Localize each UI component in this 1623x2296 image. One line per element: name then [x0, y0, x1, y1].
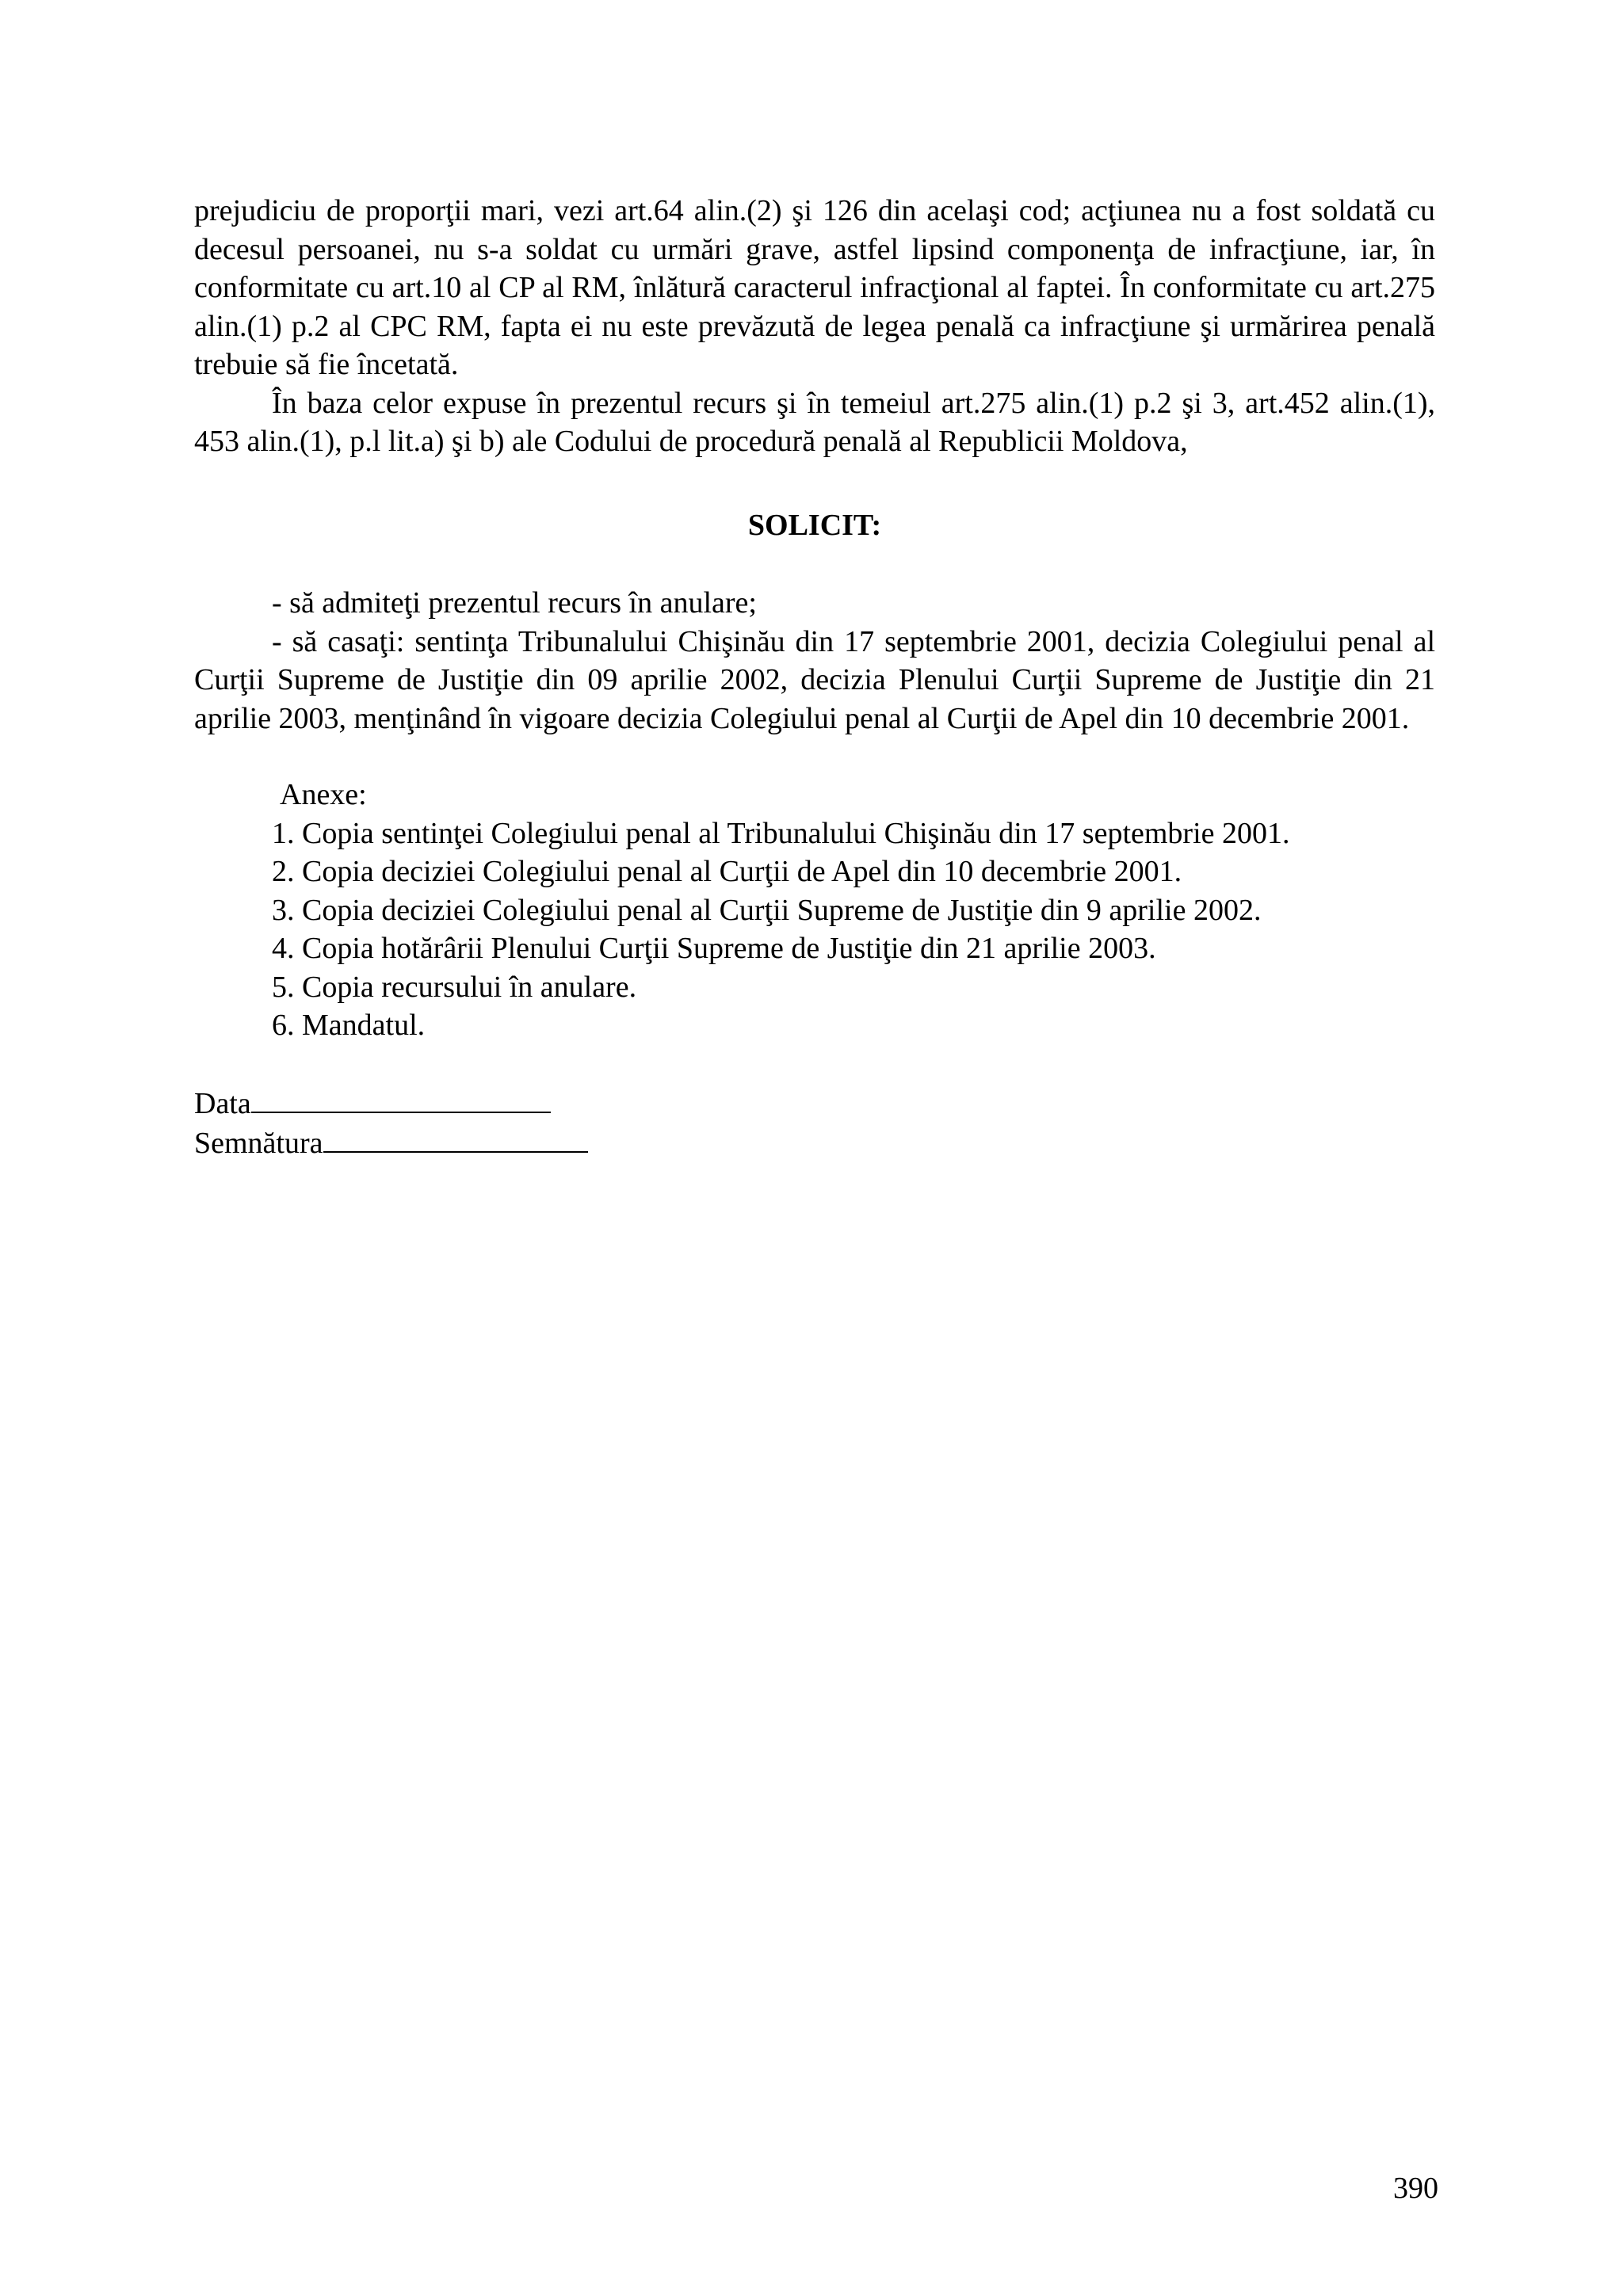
anexe-item-5: 5. Copia recursului în anulare. — [272, 970, 637, 1004]
paragraph-prejudiciu: prejudiciu de proporţii mari, vezi art.64 alin.(2) şi 126 din acelaşi cod; acţiunea nu a fost soldată cu decesul persoanei, nu s-a soldat cu urmări grave, astfel lipsind componenţa de infracţiune, iar, în conformitate cu art.10 al CP al RM, înlătură caracterul infracţional al faptei. În conformitate cu art.275 alin.(1) p.2 al CPC RM, fapta ei nu este prevăzută de legea penală ca infracţiune şi urmărirea penală trebuie să fie încetată. — [194, 194, 1435, 381]
page-number: 390 — [1393, 2172, 1438, 2205]
document-page — [194, 192, 1435, 1163]
signature-blank — [323, 1123, 588, 1153]
date-blank — [251, 1083, 551, 1113]
anexe-item-4: 4. Copia hotărârii Plenului Curţii Supreme de Justiţie din 21 aprilie 2003. — [272, 932, 1156, 965]
paragraph-in-baza: În baza celor expuse în prezentul recurs şi în temeiul art.275 alin.(1) p.2 şi 3, art.452 alin.(1), 453 alin.(1), p.l lit.a) şi b) ale Codului de procedură penală al Republicii Moldova, — [194, 386, 1435, 458]
request-item-admit: - să admiteţi prezentul recurs în anulare; — [272, 586, 757, 620]
anexe-item-6: 6. Mandatul. — [272, 1009, 426, 1042]
anexe-item-3: 3. Copia deciziei Colegiului penal al Curţii Supreme de Justiţie din 9 aprilie 2002. — [272, 893, 1262, 927]
spacer — [194, 738, 1435, 776]
anexe-title: Anexe: — [280, 778, 367, 811]
solicit-heading: SOLICIT: — [747, 508, 882, 542]
date-label: Data — [194, 1086, 251, 1120]
signature-line — [194, 1123, 1435, 1163]
date-line — [194, 1083, 1435, 1123]
anexe-item-2: 2. Copia deciziei Colegiului penal al Curţii de Apel din 10 decembrie 2001. — [272, 855, 1182, 888]
anexe-item-1: 1. Copia sentinţei Colegiului penal al Tribunalului Chişinău din 17 septembrie 2001. — [272, 816, 1290, 850]
spacer — [194, 1045, 1435, 1083]
signature-label: Semnătura — [194, 1127, 323, 1160]
request-item-casati: - să casaţi: sentinţa Tribunalului Chişinău din 17 septembrie 2001, decizia Colegiului penal al Curţii Supreme de Justiţie din 09 aprilie 2002, decizia Plenului Curţii Supreme de Justiţie din 21 aprilie 2003, menţinând în vigoare decizia Colegiului penal al Curţii de Apel din 10 decembrie 2001. — [194, 624, 1435, 735]
